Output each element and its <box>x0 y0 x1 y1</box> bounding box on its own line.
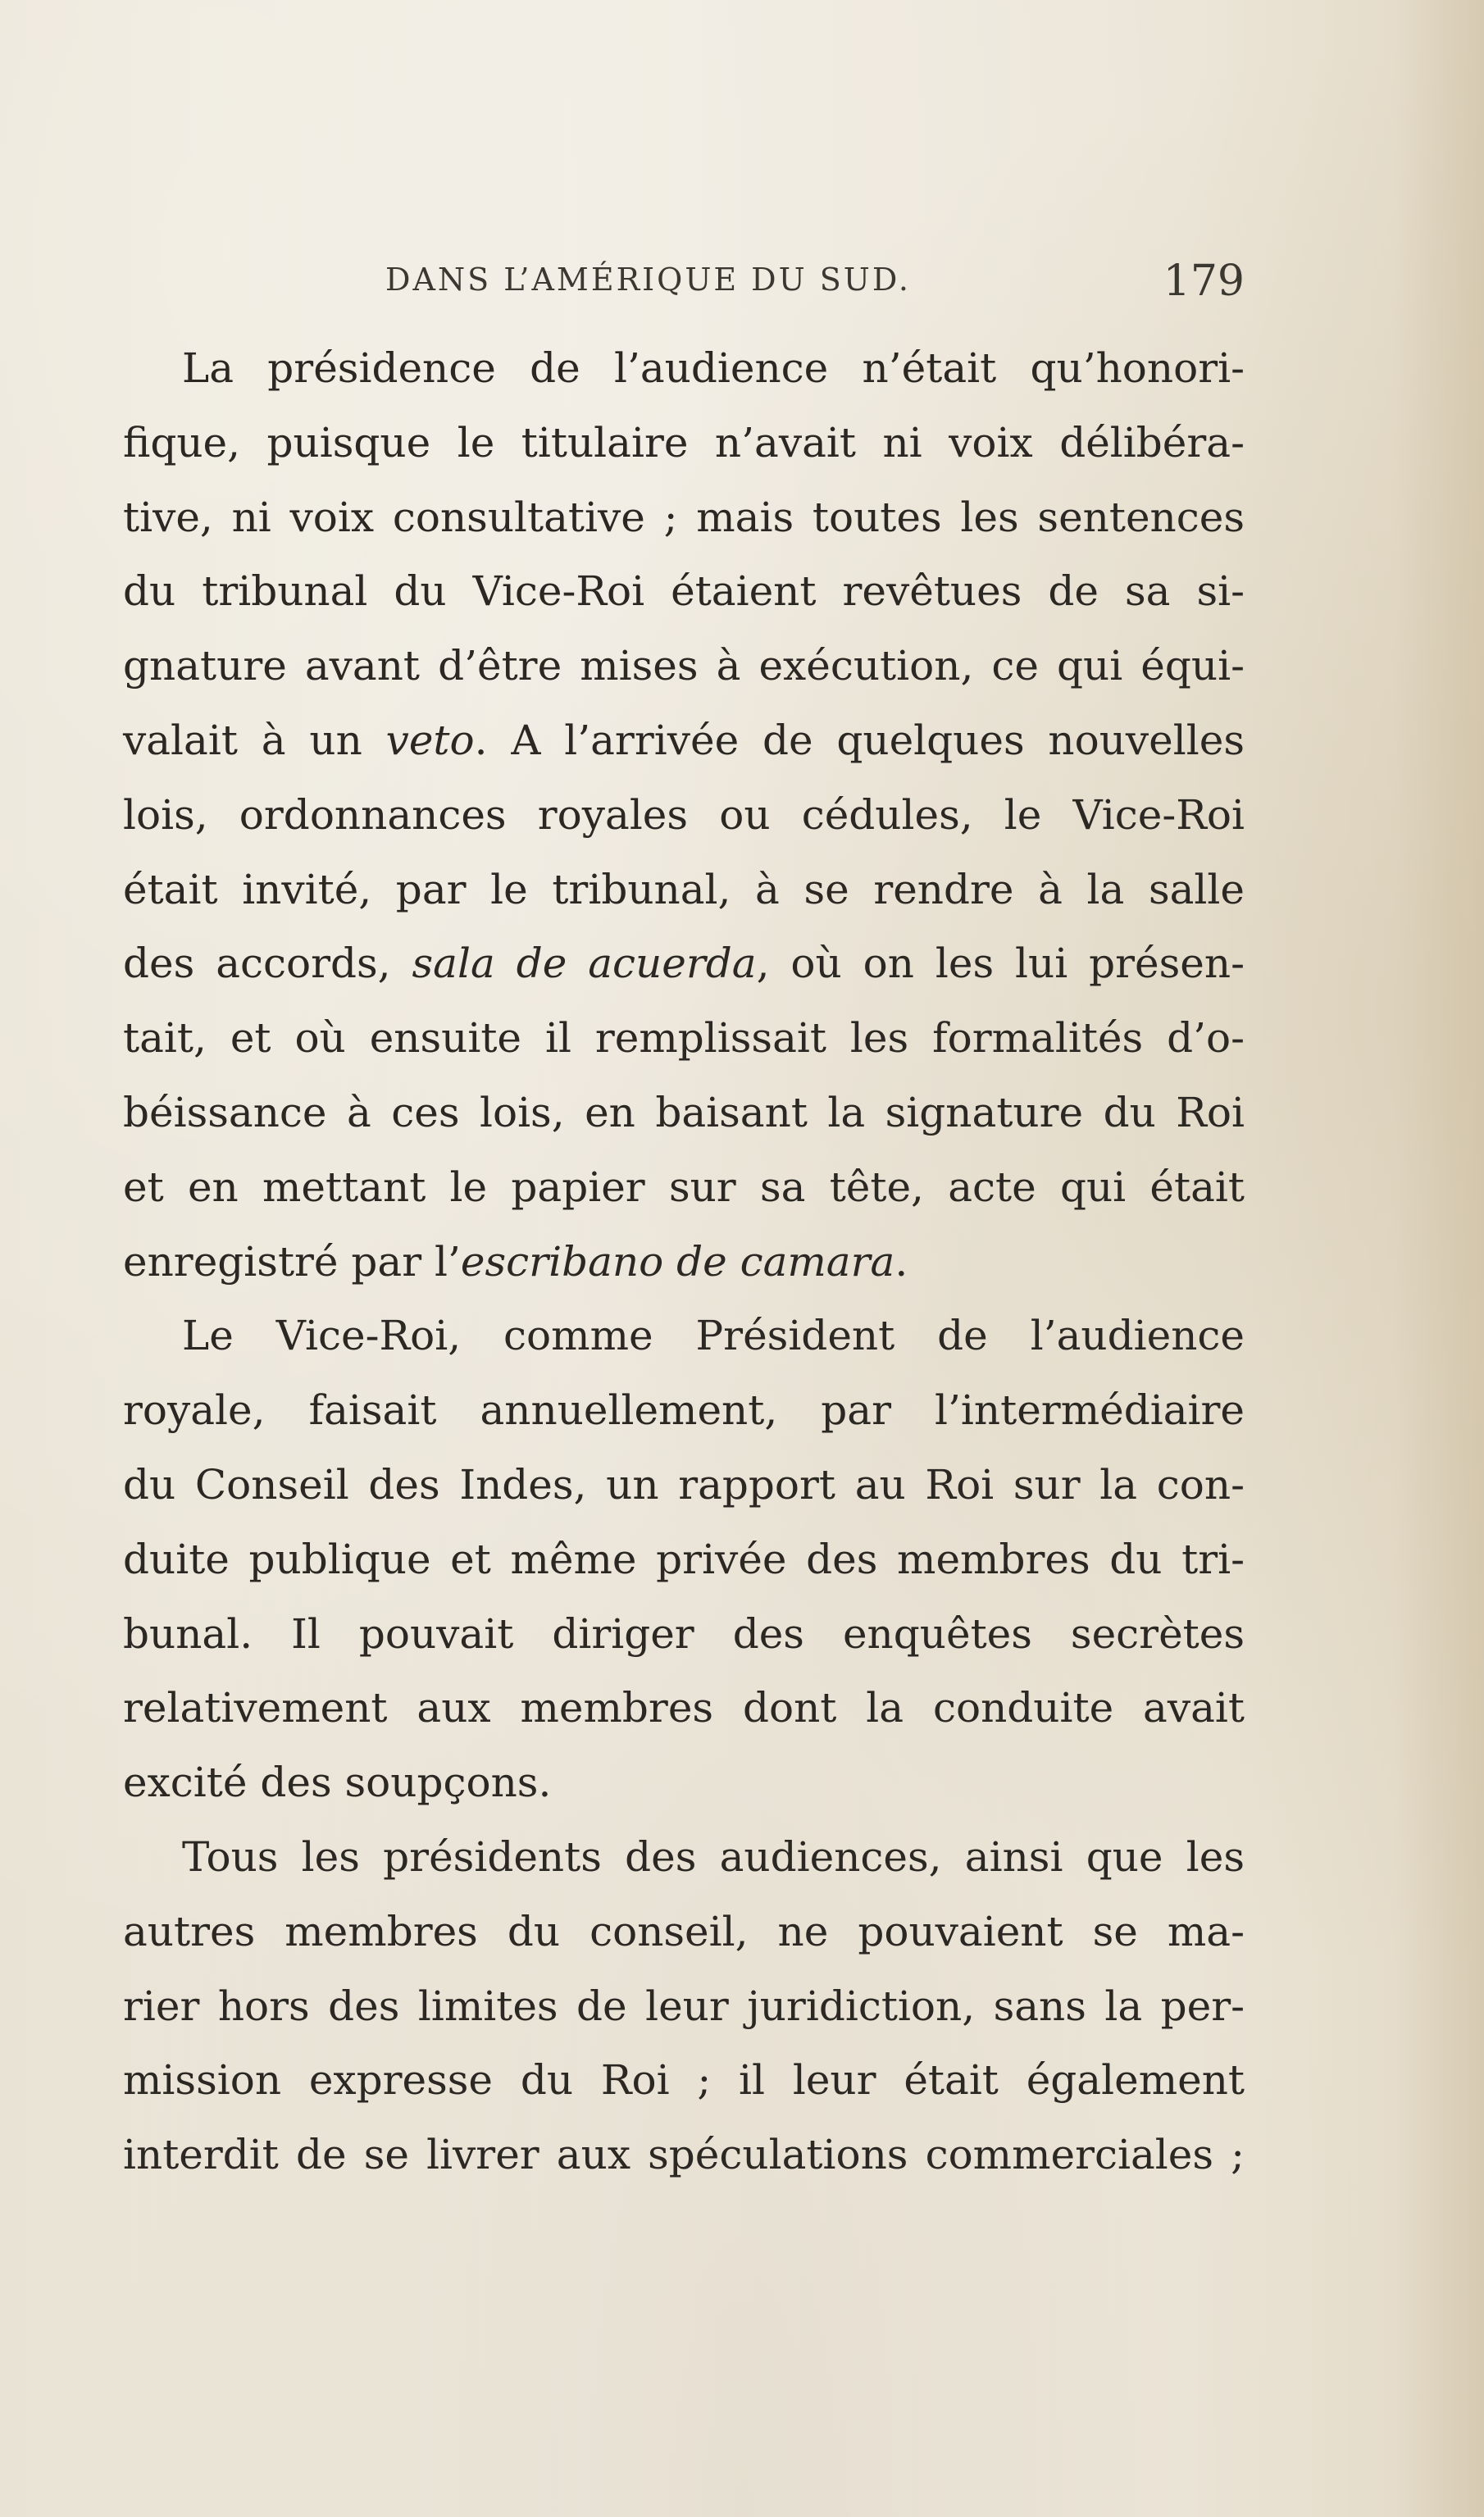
running-head <box>385 257 1245 306</box>
text-line: Le Vice-Roi, comme Président de l’audience <box>182 1312 1245 1360</box>
italic-term: sala de acuerda <box>412 940 757 988</box>
text-line: et en mettant le papier sur sa tête, acte qui était <box>123 1163 1245 1211</box>
text-line: du tribunal du Vice-Roi étaient revêtues de sa si- <box>123 567 1245 616</box>
text-line <box>123 1225 1245 1299</box>
running-title: DANS L’AMÉRIQUE DU SUD. <box>385 262 912 298</box>
text-line: tait, et où ensuite il remplissait les formalités d’o- <box>123 1014 1245 1063</box>
text-line: duite publique et même privée des membres du tri- <box>123 1535 1245 1583</box>
text-line <box>123 926 1245 1001</box>
text-segment: enregistré par l’ <box>123 1237 461 1286</box>
italic-term: veto <box>385 716 475 764</box>
text-line: excité des soupçons. <box>123 1759 552 1807</box>
text-line: du Conseil des Indes, un rapport au Roi sur la con- <box>123 1460 1245 1509</box>
text-line: tive, ni voix consultative ; mais toutes les sentences <box>123 493 1245 541</box>
text-line: royale, faisait annuellement, par l’intermédiaire <box>123 1386 1245 1435</box>
text-line: La présidence de l’audience n’était qu’honori- <box>182 344 1245 392</box>
text-line: béissance à ces lois, en baisant la signature du Roi <box>123 1088 1245 1136</box>
text-line: était invité, par le tribunal, à se rendre à la salle <box>123 865 1245 913</box>
text-segment: valait à un <box>123 716 386 764</box>
text-line: rier hors des limites de leur juridiction, sans la per- <box>123 1982 1245 2030</box>
text-segment: des accords, <box>123 940 412 988</box>
page-number: 179 <box>1163 257 1245 306</box>
text-segment: . A l’arrivée de quelques nouvelles <box>474 716 1245 764</box>
italic-term: escribano de camara <box>460 1237 895 1286</box>
text-line: mission expresse du Roi ; il leur était également <box>123 2056 1245 2105</box>
text-line: gnature avant d’être mises à exécution, ce qui équi- <box>123 642 1245 690</box>
text-line: Tous les présidents des audiences, ainsi que les <box>182 1832 1245 1881</box>
text-line: bunal. Il pouvait diriger des enquêtes secrètes <box>123 1609 1245 1658</box>
text-segment: , où on les lui présen- <box>756 940 1245 988</box>
text-line <box>123 703 1245 778</box>
text-line: autres membres du conseil, ne pouvaient se ma- <box>123 1907 1245 1955</box>
text-line: lois, ordonnances royales ou cédules, le Vice-Roi <box>123 790 1245 839</box>
text-line: fique, puisque le titulaire n’avait ni voix délibéra- <box>123 418 1245 467</box>
page-edge-shadow <box>1394 0 1484 2517</box>
text-segment: . <box>894 1237 908 1286</box>
body-text <box>123 331 1245 2192</box>
text-line: interdit de se livrer aux spéculations commerciales ; <box>123 2131 1245 2179</box>
text-line: relativement aux membres dont la conduite avait <box>123 1684 1245 1732</box>
